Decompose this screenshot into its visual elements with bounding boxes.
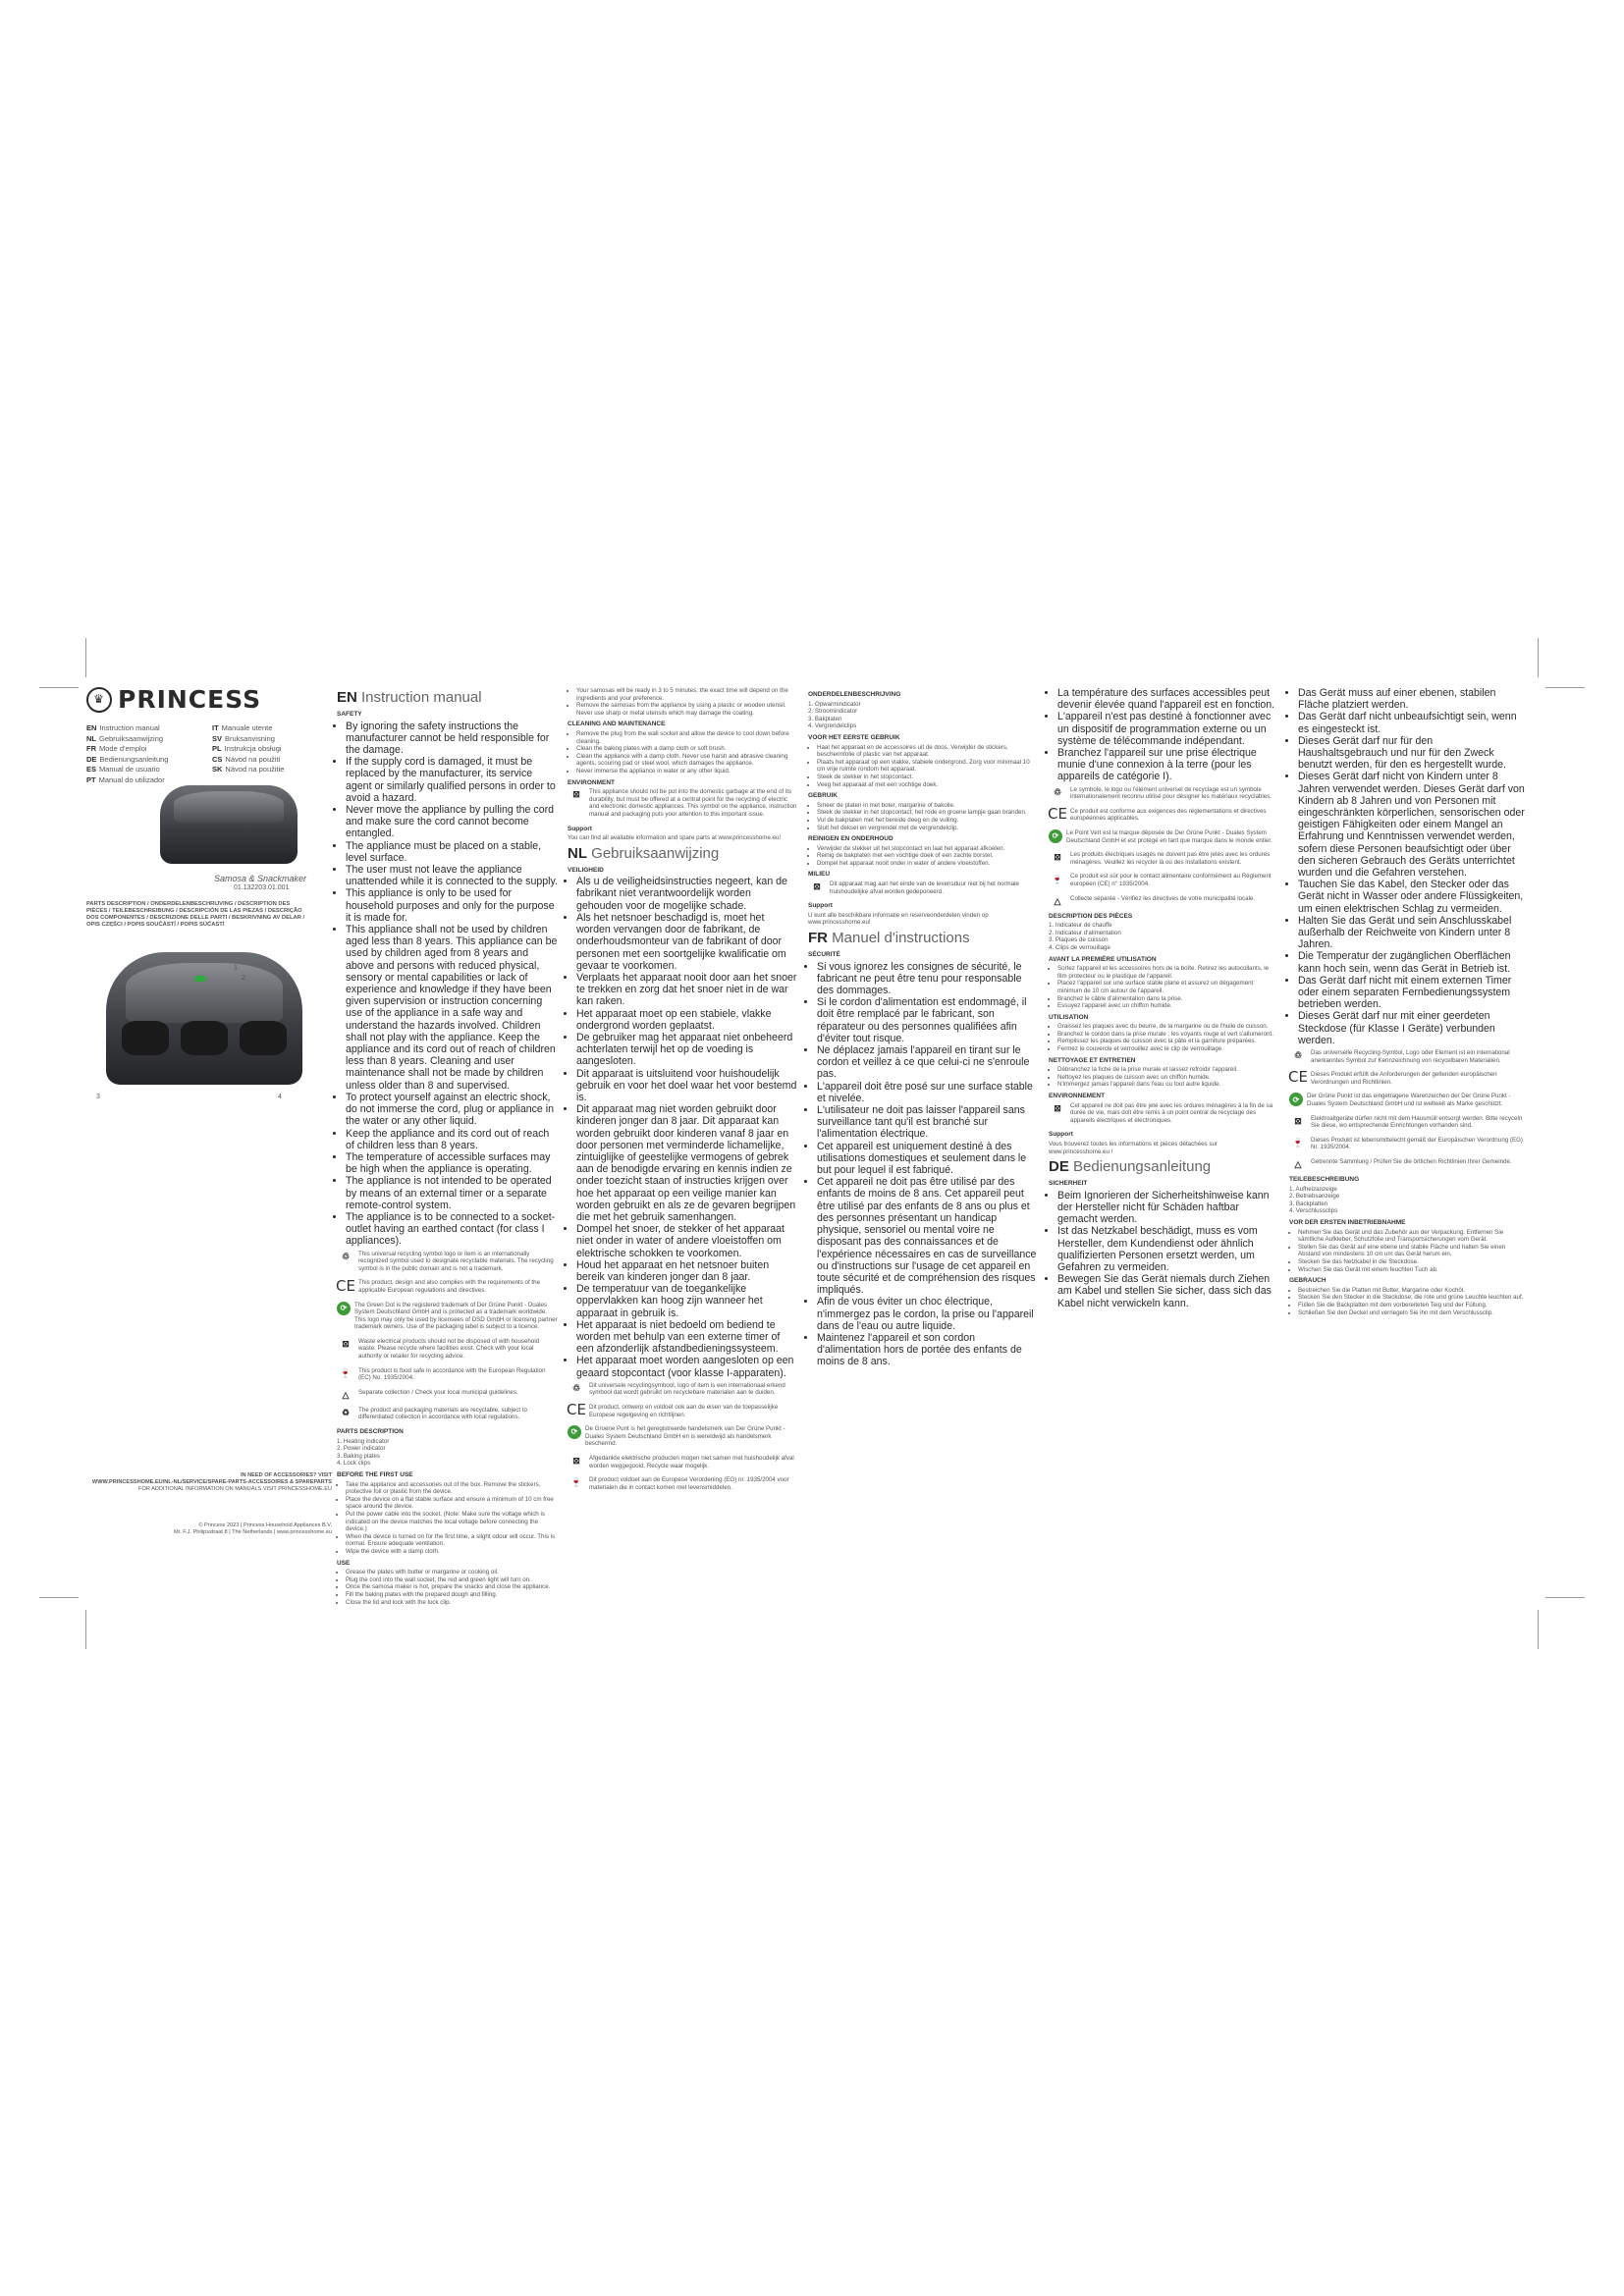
- fr-safety-cont: [1049, 687, 1279, 783]
- language-code: NL: [86, 733, 96, 743]
- cover-footer: [86, 1472, 332, 1536]
- glass-fork-icon: 🍷: [570, 1477, 582, 1488]
- recycle-icon: ♲: [1293, 1050, 1303, 1061]
- language-code: SK: [212, 765, 223, 774]
- de-recycle-note: ♲ Das universelle Recycling-Symbol, Logo oder Element ist ein international anerkanntes Symbol zur Kennzeichnung von recycelbaren Materialien.: [1289, 1049, 1525, 1067]
- instruction-item: • Smeer de platen in met boter, margarine of bakolie.: [817, 802, 1039, 810]
- instruction-item: • Vul de bakplaten met het bereide deeg en de vulling.: [817, 817, 1039, 825]
- fr-parts-heading: DESCRIPTION DES PIÈCES: [1049, 912, 1133, 920]
- language-name: Manuale utente: [221, 723, 273, 732]
- language-item: [86, 735, 196, 743]
- part-item: 2. Stroomindicator: [808, 708, 858, 716]
- instruction-item: • Verwijder de stekker uit het stopcontact en laat het apparaat afkoelen.: [817, 845, 1039, 853]
- safety-item: • The user must not leave the appliance unattended while it is connected to the supply.: [346, 864, 558, 887]
- part-label: 3: [96, 1094, 100, 1100]
- green-dot-note: ⟳ The Green Dot is the registered trademark of Der Grüne Punkt - Duales System Deutschland GmbH and is protected as a trademark worldwide. This logo may only be used by licensees of DSD GmbH or licensing partner trademark owners. Use of the packaging label is subject to a licence.: [337, 1302, 558, 1334]
- en-clean-list: [568, 730, 798, 775]
- part-label: 2: [242, 975, 245, 982]
- language-name: Manual de usuario: [99, 765, 160, 774]
- instruction-item: • Clean the baking plates with a damp cloth or soft brush.: [576, 745, 798, 753]
- crop-mark: [85, 1610, 86, 1649]
- safety-item: • Das Gerät darf nicht unbeaufsichtigt sein, wenn es eingesteckt ist.: [1298, 711, 1525, 734]
- instruction-item: • Débranchez la fiche de la prise murale et laissez refroidir l'appareil.: [1057, 1066, 1279, 1074]
- nl-before-heading: VOOR HET EERSTE GEBRUIK: [808, 733, 900, 741]
- safety-item: • Das Gerät muss auf einer ebenen, stabilen Fläche platziert werden.: [1298, 687, 1525, 711]
- fr-recycle-note: ♲ Le symbole, le logo ou l'élément universel de recyclage est un symbole internationalement reconnu utilisé pour désigner les matériaux recyclables.: [1049, 786, 1279, 804]
- en-use-list: [337, 1569, 558, 1606]
- ce-mark-icon: CE: [1048, 805, 1067, 824]
- crossed-bin-icon: ⊠: [813, 881, 821, 892]
- nl-clean-heading: REINIGEN EN ONDERHOUD: [808, 835, 893, 843]
- de-food-note: 🍷 Dieses Produkt ist lebensmittelecht gemäß der Europäischen Verordnung (EG) Nr. 1935/2004.: [1289, 1137, 1525, 1154]
- en-title: EN Instruction manual: [337, 689, 482, 706]
- nl-safety-list: [568, 876, 798, 1379]
- instruction-item: • Fermez le couvercle et verrouillez avec le clip de verrouillage.: [1057, 1045, 1279, 1053]
- fr-waste-note: ⊠ Les produits électriques usagés ne doivent pas être jetés avec les ordures ménagères. Veuillez les recycler là où des installations existent.: [1049, 851, 1279, 869]
- instruction-item: • Placez l'appareil sur une surface stable plane et assurez un dégagement minimum de 10 cm autour de l'appareil.: [1057, 980, 1279, 994]
- ce-mark-icon: CE: [336, 1276, 355, 1295]
- instruction-item: • Essuyez l'appareil avec un chiffon humide.: [1057, 1002, 1279, 1010]
- instruction-item: • Schließen Sie den Deckel und verriegeln Sie ihn mit dem Verschlussclip.: [1298, 1309, 1525, 1317]
- language-name: Manual do utilizador: [98, 774, 165, 784]
- safety-item: • Das Gerät darf nicht mit einem externen Timer oder einem separaten Fernbedienungssystem betrieben werden.: [1298, 975, 1525, 1011]
- instruction-item: • Graissez les plaques avec du beurre, de la margarine ou de l'huile de cuisson.: [1057, 1023, 1279, 1031]
- safety-item: • Never move the appliance by pulling the cord and make sure the cord cannot become entangled.: [346, 804, 558, 840]
- crop-mark: [85, 638, 86, 677]
- safety-item: • Maintenez l'appareil et son cordon d'alimentation hors de portée des enfants de moins de 8 ans.: [817, 1332, 1039, 1368]
- fr-de-column: [1049, 687, 1279, 1600]
- nl-use-heading: GEBRUIK: [808, 792, 838, 800]
- nl-parts-heading: ONDERDELENBESCHRIJVING: [808, 691, 901, 698]
- ce-mark-icon: CE: [567, 1401, 586, 1419]
- language-code: PT: [86, 774, 96, 784]
- safety-item: • To protect yourself against an electric shock, do not immerse the cord, plug or appliance in the water or any other liquid.: [346, 1092, 558, 1128]
- safety-item: • Dit apparaat is uitsluitend voor huishoudelijk gebruik en voor het doel waar het voor bestemd is.: [576, 1068, 798, 1104]
- crossed-bin-icon: ⊠: [1054, 1102, 1061, 1113]
- instruction-item: • Remove the plug from the wall socket and allow the device to cool down before cleaning.: [576, 730, 798, 745]
- recycle-icon: ♲: [341, 1251, 351, 1261]
- en-use-heading: USE: [337, 1559, 351, 1567]
- safety-item: • By ignoring the safety instructions the manufacturer cannot be held responsible for the damage.: [346, 721, 558, 757]
- fr-sep-note: △ Collecte séparée - Vérifiez les directives de votre municipalité locale.: [1049, 895, 1279, 909]
- part-item: 1. Aufheizanzeige: [1289, 1185, 1337, 1193]
- safety-item: • La température des surfaces accessibles peut devenir élevée quand l'appareil est en fonction.: [1057, 687, 1279, 711]
- power-led: [194, 976, 206, 982]
- part-item: 1. Opwarmindicator: [808, 700, 861, 708]
- crossed-bin-icon: ⊠: [342, 1339, 350, 1350]
- fr-safety-list: [808, 961, 1039, 1368]
- language-name: Mode d'emploi: [99, 744, 147, 754]
- fr-before-heading: AVANT LA PREMIÈRE UTILISATION: [1049, 955, 1157, 963]
- baking-slot: [122, 1021, 169, 1055]
- crossed-bin-icon: ⊠: [1054, 852, 1061, 863]
- fr-clean-list: [1049, 1066, 1279, 1089]
- part-item: 3. Baking plates: [337, 1452, 381, 1460]
- instruction-item: • When the device is turned on for the first time, a slight odour will occur. This is normal. Ensure adequate ventilation.: [346, 1533, 558, 1548]
- instruction-item: • Wipe the device with a damp cloth.: [346, 1548, 558, 1556]
- crossed-bin-icon: ⊠: [572, 789, 580, 800]
- part-item: 4. Clips de verrouillage: [1049, 943, 1110, 951]
- ce-note: CE This product, design and also complies with the requirements of the applicable European regulations and directives.: [336, 1276, 541, 1295]
- en-column: [336, 687, 558, 1606]
- fr-env-heading: ENVIRONNEMENT: [1049, 1093, 1106, 1100]
- language-item: [212, 745, 322, 753]
- instruction-item: • Place the device on a flat stable surface and ensure a minimum of 10 cm free space around the device.: [346, 1496, 558, 1511]
- accessories-note: IN NEED OF ACCESSORIES? VISIT: [240, 1472, 332, 1478]
- part-item: 2. Betriebsanzeige: [1289, 1193, 1340, 1201]
- safety-item: • Verplaats het apparaat nooit door aan het snoer te trekken en zorg dat het snoer niet in de war kan raken.: [576, 972, 798, 1008]
- instruction-item: • Put the power cable into the socket. (Note: Make sure the voltage which is indicated on the device matches the local voltage before connecting the device.): [346, 1511, 558, 1533]
- de-before-list: [1289, 1229, 1525, 1274]
- nl-env-note: ⊠ Dit apparaat mag aan het einde van de levensduur niet bij het normale huishoudelijke afval worden gedeponeerd.: [808, 881, 1039, 898]
- safety-item: • Afin de vous éviter un choc électrique, n'immergez pas le cordon, la prise ou l'appareil dans de l'eau ou autre liquide.: [817, 1296, 1039, 1332]
- instruction-item: • Plug the cord into the wall socket; the red and green light will turn on.: [346, 1576, 558, 1584]
- fr-title: FR Manuel d'instructions: [808, 930, 970, 947]
- safety-item: • This appliance shall not be used by children aged less than 8 years. This appliance can be used by children aged from 8 years and above and persons with reduced physical, sensory or mental capabilities or lack of experience and knowledge if they have been given supervision or instruction concerning use of the appliance in a safe way and understand the hazards involved. Children shall not play with the appliance. Keep the appliance and its cord out of reach of children less than 8 years. Cleaning and user maintenance shall not be made by children unless older than 8 and supervised.: [346, 924, 558, 1092]
- crop-mark: [1538, 638, 1539, 677]
- safety-item: • L'appareil n'est pas destiné à fonctionner avec un dispositif de programmation externe ou un système de télécommande indépendant.: [1057, 711, 1279, 747]
- nl-title: NL Gebruiksaanwijzing: [568, 844, 720, 862]
- language-item: [86, 766, 196, 774]
- language-item: [212, 724, 322, 732]
- instruction-item: • Close the lid and lock with the lock clip.: [346, 1599, 558, 1607]
- en-use-cont: • Your samosas will be ready in 3 to 5 minutes; the exact time will depend on the ingredients and your preference. • Remove the samosas from the appliance by using a plastic or wooden utensil. Never use sharp or metal utensils which may damage the coating.: [568, 687, 798, 717]
- safety-item: • Dieses Gerät darf nicht von Kindern unter 8 Jahren verwendet werden. Dieses Gerät darf von Kindern ab 8 Jahren und von Personen mit eingeschränkten körperlichen, sensorischen oder geistigen Fähigkeiten oder einem Mangel an Erfahrung und Kenntnissen verwendet werden, sofern diese Personen beaufsichtigt oder über den sicheren Gebrauch des Geräts unterrichtet wurden und die Gefahren verstehen.: [1298, 771, 1525, 879]
- parts-heading: PARTS DESCRIPTION / ONDERDELENBESCHRIJVING / DESCRIPTION DES PIÈCES / TEILEBESCHREIBUNG / DESCRIPCIÓN DE LAS PIEZAS / DESCRIÇÃO DOS COMPONENTES / DESCRIZIONE DELLE PARTI / BESKRIVNING AV DELAR / OPIS CZĘŚCI / POPIS SOUČÁSTÍ / POPIS SÚČASTÍ: [86, 901, 305, 928]
- instruction-item: • Plaats het apparaat op een vlakke, stabiele ondergrond. Zorg voor minimaal 10 cm vrije ruimte rondom het apparaat.: [817, 759, 1039, 774]
- en-clean-heading: CLEANING AND MAINTENANCE: [568, 721, 666, 728]
- instruction-item: • Dompel het apparaat nooit onder in water of andere vloeistoffen.: [817, 860, 1039, 868]
- glass-fork-icon: 🍷: [1292, 1138, 1304, 1148]
- instruction-item: • Veeg het apparaat af met een vochtige doek.: [817, 781, 1039, 789]
- instruction-item: • Reinig de bakplaten met een vochtige doek of een zachte borstel.: [817, 852, 1039, 860]
- instruction-item: • Wischen Sie das Gerät mit einem feuchten Tuch ab.: [1298, 1266, 1525, 1274]
- crop-mark: [1545, 1597, 1585, 1598]
- nl-use-list: [808, 802, 1039, 831]
- crop-mark: [1545, 687, 1585, 688]
- instruction-item: • Nettoyez les plaques de cuisson avec un chiffon humide.: [1057, 1074, 1279, 1082]
- instruction-item: • Sluit het deksel en vergrendel met de vergrendelclip.: [817, 825, 1039, 832]
- safety-item: • Si vous ignorez les consignes de sécurité, le fabricant ne peut être tenu pour responsable des dommages.: [817, 961, 1039, 997]
- glass-fork-icon: 🍷: [1052, 874, 1063, 884]
- triangle-icon: △: [1294, 1159, 1302, 1170]
- baking-slot: [240, 1021, 287, 1055]
- de-parts-heading: TEILEBESCHREIBUNG: [1289, 1176, 1360, 1184]
- language-code: ES: [86, 765, 97, 774]
- language-name: Instruction manual: [99, 723, 160, 732]
- recycle-icon: ♲: [571, 1383, 581, 1394]
- sort-icon: ♻: [341, 1408, 351, 1418]
- instruction-item: • Steek de stekker in het stopcontact.: [817, 774, 1039, 781]
- language-item: [212, 766, 322, 774]
- manual-sheet: [86, 685, 1530, 1606]
- nl-recycle-note: ♲ Dit universele recyclingsymbool, logo of item is een internationaal erkend symbool dat wordt gebruikt om recyclebare materialen aan te duiden.: [568, 1382, 798, 1400]
- part-item: 2. Indicateur d'alimentation: [1049, 929, 1121, 936]
- instruction-item: • Haal het apparaat en de accessoires uit de doos. Verwijder de stickers, beschermfolie of plastic van het apparaat.: [817, 744, 1039, 759]
- instruction-item: • N'immergez jamais l'appareil dans l'eau ou tout autre liquide.: [1057, 1081, 1279, 1089]
- instruction-item: • Never immerse the appliance in water or any other liquid.: [576, 768, 798, 775]
- part-item: 2. Power indicator: [337, 1445, 386, 1453]
- instruction-item: • Füllen Sie die Backplatten mit dem vorbereiteten Teig und der Füllung.: [1298, 1302, 1525, 1309]
- baking-slot: [181, 1021, 228, 1055]
- de-use-list: [1289, 1287, 1525, 1316]
- safety-item: • Tauchen Sie das Kabel, den Stecker oder das Gerät nicht in Wasser oder andere Flüssigkeiten, um einen elektrischen Schlag zu vermeiden.: [1298, 879, 1525, 915]
- language-list: [86, 724, 322, 784]
- safety-item: • De gebruiker mag het apparaat niet onbeheerd achterlaten terwijl het op de voeding is aangesloten.: [576, 1032, 798, 1068]
- ce-mark-icon: CE: [1288, 1068, 1308, 1087]
- language-code: EN: [86, 723, 97, 732]
- de-title: DE Bedienungsanleitung: [1049, 1158, 1212, 1176]
- part-item: 1. Indicateur de chauffe: [1049, 922, 1112, 930]
- separate-note: △ Separate collection / Check your local municipal guidelines.: [337, 1389, 558, 1403]
- crossed-bin-icon: ⊠: [572, 1456, 580, 1467]
- accessories-url[interactable]: WWW.PRINCESSHOME.EU/NL-NL/SERVICE/SPARE-PARTS-ACCESSOIRES & SPAREPARTS: [91, 1479, 332, 1485]
- en-parts-heading: PARTS DESCRIPTION: [337, 1428, 404, 1436]
- fr-support-text: Vous trouverez toutes les informations et pièces détachées sur www.princesshome.eu !: [1049, 1141, 1218, 1155]
- language-code: IT: [212, 723, 219, 732]
- safety-item: • Dieses Gerät darf nur mit einer geerdeten Steckdose (für Klasse I Geräte) verbunden werden.: [1298, 1010, 1525, 1046]
- product-name: Samosa & Snackmaker: [214, 874, 307, 883]
- language-code: DE: [86, 754, 97, 764]
- language-item: [212, 756, 322, 764]
- nl-food-note: 🍷 Dit product voldoet aan de Europese Verordening (EG) nr. 1935/2004 voor materialen die in contact komen met levensmiddelen.: [568, 1476, 798, 1494]
- safety-item: • The appliance must be placed on a stable, level surface.: [346, 840, 558, 864]
- safety-item: • This appliance is only to be used for household purposes and only for the purpose it is made for.: [346, 887, 558, 924]
- recycle-note: ♲ This universal recycling symbol logo or item is an internationally recognized symbol used to designate recyclable materials. The recycling symbol is in the public domain and is not a trademark.: [337, 1251, 558, 1276]
- safety-item: • Het apparaat moet op een stabiele, vlakke ondergrond worden geplaatst.: [576, 1008, 798, 1032]
- safety-item: • Die Temperatur der zugänglichen Oberflächen kann hoch sein, wenn das Gerät in Betrieb ist.: [1298, 950, 1525, 974]
- recycle-icon: ♲: [1053, 786, 1062, 797]
- part-label: 1: [234, 965, 238, 972]
- nl-support-text: U kunt alle beschikbare informatie en reserveonderdelen vinden op www.princesshome.eu!: [808, 911, 989, 927]
- info-note: FOR ADDITIONAL INFORMATION ON MANUALS VISIT PRINCESSHOME.EU: [138, 1486, 332, 1492]
- product-model: 01.132203.01.001: [234, 884, 290, 891]
- safety-item: • Si le cordon d'alimentation est endommagé, il doit être remplacé par le fabricant, son réparateur ou des personnes qualifiées afin d'éviter tout risque.: [817, 996, 1039, 1044]
- safety-item: • De temperatuur van de toegankelijke oppervlakken kan hoog zijn wanneer het apparaat in gebruik is.: [576, 1283, 798, 1319]
- part-item: 3. Backplatten: [1289, 1200, 1328, 1207]
- fr-safety-heading: SÉCURITÉ: [808, 951, 840, 959]
- safety-item: • Cet appareil est uniquement destiné à des utilisations domestiques et seulement dans le but pour lequel il est fabriqué.: [817, 1141, 1039, 1177]
- en-support-text: You can find all available information and spare parts at www.princesshome.eu!: [568, 834, 782, 842]
- triangle-icon: △: [1054, 895, 1061, 906]
- instruction-item: • Remplissez les plaques de cuisson avec la pâte et la garniture préparées.: [1057, 1038, 1279, 1045]
- safety-item: • Ne déplacez jamais l'appareil en tirant sur le cordon et veillez à ce que celui-ci ne s'enroule pas.: [817, 1044, 1039, 1081]
- safety-item: • Houd het apparaat en het netsnoer buiten bereik van kinderen jonger dan 8 jaar.: [576, 1259, 798, 1283]
- brand-logo: ♛ PRINCESS: [86, 687, 332, 713]
- food-safe-note: 🍷 This product is food safe in accordance with the European Regulation (EC) No. 1935/2004.: [337, 1367, 558, 1385]
- safety-item: • Als u de veiligheidsinstructies negeert, kan de fabrikant niet verantwoordelijk worden gehouden voor de mogelijke schade.: [576, 876, 798, 912]
- instruction-item: • Clean the appliance with a damp cloth. Never use harsh and abrasive cleaning agents, scouring pad or steel wool, which damages the appliance.: [576, 753, 798, 768]
- nl-dot-note: ⟳ De Groene Punt is het geregistreerde handelsmerk van Der Grüne Punkt - Duales System Deutschland GmbH en is wereldwijd als handelsmerk beschermd.: [568, 1425, 798, 1451]
- instruction-item: • Stecken Sie das Netzkabel in die Steckdose.: [1298, 1258, 1525, 1266]
- safety-item: • The appliance is to be connected to a socket-outlet having an earthed contact (for class I appliances).: [346, 1211, 558, 1248]
- en-before-heading: BEFORE THE FIRST USE: [337, 1471, 413, 1478]
- de-safety-heading: SICHERHEIT: [1049, 1180, 1088, 1188]
- weee-note: ⊠ Waste electrical products should not be disposed of with household waste. Please recycle where facilities exist. Check with your local authority or retailer for recycling advice.: [337, 1338, 558, 1363]
- language-item: [212, 735, 322, 743]
- safety-item: • Halten Sie das Gerät und sein Anschlusskabel außerhalb der Reichweite von Kindern unter 8 Jahren.: [1298, 915, 1525, 951]
- address: Mr. F.J. Philipsstraat 8 | The Netherlands | www.princesshome.eu: [173, 1529, 332, 1535]
- en-support-heading: Support: [568, 825, 592, 832]
- safety-item: • L'utilisateur ne doit pas laisser l'appareil sans surveillance tant qu'il est branché sur l'alimentation électrique.: [817, 1104, 1039, 1141]
- nl-support-heading: Support: [808, 902, 833, 910]
- green-dot-icon: ⟳: [568, 1425, 581, 1439]
- fr-ce-note: CE Ce produit est conforme aux exigences des réglementations et directives européennes applicables.: [1048, 805, 1267, 824]
- de-column: [1289, 687, 1525, 1600]
- en-env-note: ⊠ This appliance should not be put into the domestic garbage at the end of its durability, but must be offered at a central point for the recycling of electric and electronic domestic appliances. This symbol on the appliance, instruction manual and packaging puts your attention to this important issue.: [568, 788, 798, 821]
- language-code: PL: [212, 744, 222, 754]
- safety-item: • Dit apparaat mag niet worden gebruikt door kinderen jonger dan 8 jaar. Dit apparaat kan worden gebruikt door kinderen vanaf 8 jaar en door personen met verminderde lichamelijke, zintuiglijke of geestelijke vermogens of gebrek aan de benodigde ervaring en kennis indien ze onder toezicht staan of instructies krijgen over hoe het apparaat op een veilige manier kan worden gebruikt en als ze de gevaren begrijpen die met het gebruik samenhangen.: [576, 1103, 798, 1223]
- green-dot-icon: ⟳: [1049, 829, 1062, 843]
- fr-dot-note: ⟳ Le Point Vert est la marque déposée de Der Grüne Punkt - Duales System Deutschland GmbH et est protégé en tant que marque dans le monde entier.: [1049, 829, 1279, 847]
- part-label: 4: [278, 1094, 282, 1100]
- safety-item: • Branchez l'appareil sur une prise électrique munie d'une connexion à la terre (pour les appareils de catégorie I).: [1057, 747, 1279, 783]
- nl-fr-column: [808, 687, 1039, 1600]
- language-code: CS: [212, 754, 223, 764]
- nl-clean-list: [808, 845, 1039, 868]
- instruction-item: • Branchez le câble d'alimentation dans la prise.: [1057, 995, 1279, 1003]
- safety-item: • If the supply cord is damaged, it must be replaced by the manufacturer, its service agent or similarly qualified persons in order to avoid a hazard.: [346, 756, 558, 804]
- fr-food-note: 🍷 Ce produit est sûr pour le contact alimentaire conformément au Règlement européen (CE) n° 1935/2004.: [1049, 873, 1279, 890]
- fr-env-note: ⊠ Cet appareil ne doit pas être jeté avec les ordures ménagères à la fin de sa durée de vie, mais doit être remis à un point central de recyclage des appareils électriques et électroniques.: [1049, 1102, 1279, 1128]
- instruction-item: • Fill the baking plates with the prepared dough and filling.: [346, 1591, 558, 1599]
- de-waste-note: ⊠ Elektroaltgeräte dürfen nicht mit dem Hausmüll entsorgt werden. Bitte recyceln Sie diese, wo entsprechende Einrichtungen vorhanden sind.: [1289, 1115, 1525, 1133]
- language-name: Bedienungsanleitung: [99, 754, 169, 764]
- crossed-bin-icon: ⊠: [1294, 1115, 1302, 1126]
- safety-item: • Beim Ignorieren der Sicherheitshinweise kann der Hersteller nicht für Schäden haftbar gemacht werden.: [1057, 1190, 1279, 1226]
- language-name: Instrukcja obsługi: [224, 744, 282, 754]
- language-name: Bruksanvisning: [225, 733, 275, 743]
- green-dot-icon: ⟳: [1289, 1093, 1303, 1106]
- instruction-item: • Nehmen Sie das Gerät und das Zubehör aus der Verpackung. Entfernen Sie sämtliche Aufkleber, Schutzfolie und Transportsicherungen vom Gerät.: [1298, 1229, 1525, 1244]
- instruction-item: • Sortez l'appareil et les accessoires hors de la boîte. Retirez les autocollants, le film protecteur ou le plastique de l'appareil.: [1057, 965, 1279, 980]
- device-lid: [174, 791, 284, 823]
- product-image-closed: [160, 785, 298, 864]
- packaging-note: ♻ The product and packaging materials are recyclable, subject to differentiated collection in accordance with local regulations.: [337, 1407, 558, 1424]
- en-parts-list: [337, 1438, 558, 1468]
- en-env-heading: ENVIRONMENT: [568, 778, 616, 786]
- part-item: 4. Lock clips: [337, 1460, 371, 1468]
- instruction-item: • Grease the plates with butter or margarine or cooking oil.: [346, 1569, 558, 1576]
- en-before-list: [337, 1481, 558, 1556]
- nl-safety-heading: VEILIGHEID: [568, 866, 604, 874]
- part-item: 4. Vergrendelclips: [808, 722, 857, 730]
- safety-item: • Het apparaat is niet bedoeld om bediend te worden met behulp van een externe timer of een afzonderlijk afstandbedieningssysteem.: [576, 1319, 798, 1356]
- part-item: 1. Heating indicator: [337, 1437, 390, 1445]
- safety-item: • Keep the appliance and its cord out of reach of children less than 8 years.: [346, 1128, 558, 1151]
- de-use-heading: GEBRAUCH: [1289, 1277, 1326, 1285]
- language-name: Gebruiksaanwijzing: [99, 733, 164, 743]
- device-top: [126, 963, 283, 1023]
- crop-mark: [39, 687, 79, 688]
- instruction-item: • Stecken Sie den Stecker in die Steckdose; die rote und grüne Leuchte leuchten auf.: [1298, 1294, 1525, 1302]
- instruction-item: • Bestreichen Sie die Platten mit Butter, Margarine oder Kochöl.: [1298, 1287, 1525, 1295]
- safety-item: • Dompel het snoer, de stekker of het apparaat niet onder in water of andere vloeistoffen om elektrische schokken te voorkomen.: [576, 1223, 798, 1259]
- nl-parts-list: [808, 701, 1039, 730]
- nl-before-list: [808, 744, 1039, 789]
- instruction-item: • Once the samosa maker is hot, prepare the snacks and close the appliance.: [346, 1583, 558, 1591]
- language-item: [86, 756, 196, 764]
- language-name: Návod na použitie: [225, 765, 285, 774]
- en-safety-list: [337, 721, 558, 1248]
- de-sep-note: △ Getrennte Sammlung / Prüfen Sie die örtlichen Richtlinien Ihrer Gemeinde.: [1289, 1158, 1525, 1172]
- language-code: FR: [86, 744, 96, 754]
- instruction-item: • Branchez le cordon dans la prise murale ; les voyants rouge et vert s'allumeront.: [1057, 1031, 1279, 1039]
- safety-item: • Dieses Gerät darf nur für den Haushaltsgebrauch und nur für den Zweck benutzt werden, für den es hergestellt wurde.: [1298, 735, 1525, 772]
- de-before-heading: VOR DER ERSTEN INBETRIEBNAHME: [1289, 1219, 1406, 1226]
- safety-item: • L'appareil doit être posé sur une surface stable et nivelée.: [817, 1081, 1039, 1104]
- fr-support-heading: Support: [1049, 1131, 1073, 1139]
- de-safety-cont: [1289, 687, 1525, 1046]
- product-image-open: [106, 952, 302, 1085]
- fr-before-list: [1049, 965, 1279, 1010]
- instruction-item: • Take the appliance and accessories out of the box. Remove the stickers, protective foil or plastic from the device.: [346, 1481, 558, 1496]
- fr-use-list: [1049, 1023, 1279, 1052]
- de-parts-list: [1289, 1186, 1525, 1215]
- de-dot-note: ⟳ Der Grüne Punkt ist das eingetragene Warenzeichen der Der Grüne Punkt - Duales System Deutschland GmbH und ist weltweit als Marke geschützt.: [1289, 1093, 1525, 1110]
- crop-mark: [39, 1597, 79, 1598]
- safety-item: • Bewegen Sie das Gerät niemals durch Ziehen am Kabel und stellen Sie sicher, dass sich das Kabel nicht verwickeln kann.: [1057, 1273, 1279, 1309]
- language-item: [86, 776, 196, 784]
- part-item: 3. Bakplaten: [808, 715, 842, 722]
- safety-item: • The temperature of accessible surfaces may be high when the appliance is operating.: [346, 1151, 558, 1175]
- en-nl-column: [568, 687, 798, 1600]
- copyright: © Princess 2023 | Princess Household Appliances B.V.: [198, 1522, 332, 1528]
- de-ce-note: CE Dieses Produkt erfüllt die Anforderungen der geltenden europäischen Verordnungen und Richtlinien.: [1288, 1068, 1497, 1087]
- en-safety-heading: SAFETY: [337, 711, 362, 718]
- fr-clean-heading: NETTOYAGE ET ENTRETIEN: [1049, 1056, 1136, 1064]
- green-dot-icon: ⟳: [337, 1302, 351, 1315]
- nl-env-heading: MILIEU: [808, 871, 831, 879]
- safety-item: • Het apparaat moet worden aangesloten op een geaard stopcontact (voor klasse I-apparaten).: [576, 1355, 798, 1378]
- fr-parts-list: [1049, 922, 1279, 951]
- language-code: SV: [212, 733, 223, 743]
- language-item: [86, 745, 196, 753]
- safety-item: • Cet appareil ne doit pas être utilisé par des enfants de moins de 8 ans. Cet appareil peut être utilisé par des enfants de 8 ans ou plus et des personnes présentant un handicap physique, sensoriel ou mental voire ne disposant pas des connaissances et de l'expérience nécessaires en cas de surveillance ou d'instructions sur l'usage de cet appareil en toute sécurité et de compréhension des risques impliqués.: [817, 1176, 1039, 1296]
- safety-item: • Ist das Netzkabel beschädigt, muss es vom Hersteller, dem Kundendienst oder ähnlich qualifizierten Personen ersetzt werden, um Gefahren zu vermeiden.: [1057, 1225, 1279, 1273]
- safety-item: • Als het netsnoer beschadigd is, moet het worden vervangen door de fabrikant, de onderhoudsmonteur van de fabrikant of door personen met een soortgelijke kwalificatie om gevaar te voorkomen.: [576, 912, 798, 972]
- part-item: 3. Plaques de cuisson: [1049, 936, 1109, 944]
- crown-icon: ♛: [86, 687, 112, 713]
- language-item: [86, 724, 196, 732]
- instruction-item: • Stellen Sie das Gerät auf eine ebene und stabile Fläche und halten Sie einen Abstand von mindestens 10 cm um das Gerät herum ein.: [1298, 1244, 1525, 1258]
- safety-item: • The appliance is not intended to be operated by means of an external timer or a separate remote-control system.: [346, 1175, 558, 1211]
- triangle-icon: △: [342, 1390, 350, 1401]
- nl-ce-note: CE Dit product, ontwerp en voldoet ook aan de eisen van de toepasselijke Europese regelgeving en richtlijnen.: [567, 1401, 779, 1419]
- fr-use-heading: UTILISATION: [1049, 1013, 1089, 1021]
- language-name: Návod na použití: [225, 754, 281, 764]
- instruction-item: • Steek de stekker in het stopcontact; het rode en groene lampje gaan branden.: [817, 809, 1039, 817]
- nl-waste-note: ⊠ Afgedankte elektrische producten mogen niet samen met huishoudelijk afval worden weggegooid. Recycle waar mogelijk.: [568, 1455, 798, 1472]
- part-item: 4. Verschlussclips: [1289, 1207, 1338, 1215]
- de-safety-list: [1049, 1190, 1279, 1309]
- crop-mark: [1538, 1610, 1539, 1649]
- glass-fork-icon: 🍷: [340, 1367, 352, 1378]
